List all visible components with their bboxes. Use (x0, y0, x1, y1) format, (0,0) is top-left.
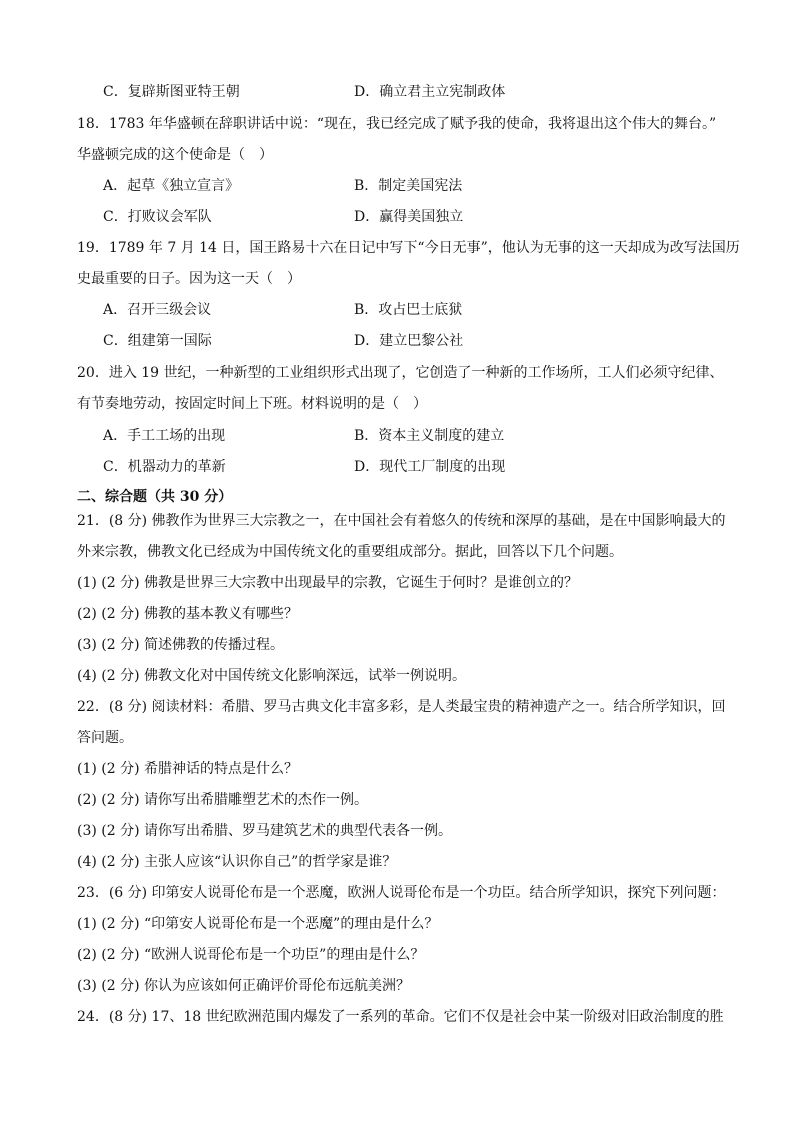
q18-option-b: B．制定美国宪法 (354, 178, 463, 194)
q17-option-c: C．复辟斯图亚特王朝 (103, 84, 240, 100)
q18-option-a: A．起草《独立宣言》 (103, 178, 240, 194)
q18-stem-line-2: 华盛顿完成的这个使命是（ ） (77, 147, 273, 163)
q18-option-d: D．赢得美国独立 (354, 209, 464, 225)
q21-subquestion-2: (2) (2 分) 佛教的基本教义有哪些？ (77, 606, 299, 622)
q19-stem-line-2: 史最重要的日子。因为这一天（ ） (77, 271, 301, 287)
section-heading: 二、综合题（共 30 分） (77, 489, 233, 505)
q21-subquestion-1: (1) (2 分) 佛教是世界三大宗教中出现最早的宗教，它诞生于何时？是谁创立的？ (77, 575, 579, 591)
q22-subquestion-2: (2) (2 分) 请你写出希腊雕塑艺术的杰作一例。 (77, 792, 369, 808)
q22-subquestion-4: (4) (2 分) 主张人应该“认识你自己”的哲学家是谁？ (77, 854, 397, 870)
q22-subquestion-3: (3) (2 分) 请你写出希腊、罗马建筑艺术的典型代表各一例。 (77, 823, 453, 839)
q21-subquestion-3: (3) (2 分) 简述佛教的传播过程。 (77, 637, 285, 653)
q23-stem-line-1: 23．(6 分) 印第安人说哥伦布是一个恶魔，欧洲人说哥伦布是一个功臣。结合所学知识，探究下列问题： (77, 885, 726, 901)
q18-stem-line-1: 18．1783 年华盛顿在辞职讲话中说：“现在，我已经完成了赋予我的使命，我将退出这个伟大的舞台。” (77, 116, 717, 132)
q24-stem-line-1: 24．(8 分) 17、18 世纪欧洲范围内爆发了一系列的革命。它们不仅是社会中某一阶级对旧政治制度的胜 (77, 1009, 724, 1025)
q20-option-b: B．资本主义制度的建立 (354, 428, 505, 444)
q19-option-b: B．攻占巴士底狱 (354, 302, 463, 318)
q20-option-d: D．现代工厂制度的出现 (354, 459, 506, 475)
q23-subquestion-2: (2) (2 分) “欧洲人说哥伦布是一个功臣”的理由是什么？ (77, 947, 425, 963)
q21-subquestion-4: (4) (2 分) 佛教文化对中国传统文化影响深远，试举一例说明。 (77, 668, 467, 684)
q22-subquestion-1: (1) (2 分) 希腊神话的特点是什么？ (77, 761, 299, 777)
q17-option-d: D．确立君主立宪制政体 (354, 84, 506, 100)
q20-option-c: C．机器动力的革新 (103, 459, 226, 475)
q21-stem-line-1: 21．(8 分) 佛教作为世界三大宗教之一，在中国社会有着悠久的传统和深厚的基础，是在中国影响最大的 (77, 513, 726, 529)
q19-option-a: A．召开三级会议 (103, 302, 212, 318)
q20-stem-line-1: 20．进入 19 世纪，一种新型的工业组织形式出现了，它创造了一种新的工作场所，工人们必须守纪律、 (77, 365, 724, 381)
q19-option-c: C．组建第一国际 (103, 333, 212, 349)
q23-subquestion-1: (1) (2 分) “印第安人说哥伦布是一个恶魔”的理由是什么？ (77, 916, 439, 932)
q22-stem-line-1: 22．(8 分) 阅读材料：希腊、罗马古典文化丰富多彩，是人类最宝贵的精神遗产之一。结合所学知识，回 (77, 699, 726, 715)
q18-option-c: C．打败议会军队 (103, 209, 212, 225)
q19-stem-line-1: 19．1789 年 7 月 14 日，国王路易十六在日记中写下“今日无事”，他认为无事的这一天却成为改写法国历 (77, 240, 740, 256)
q21-stem-line-2: 外来宗教，佛教文化已经成为中国传统文化的重要组成部分。据此，回答以下几个问题。 (77, 544, 623, 560)
q23-subquestion-3: (3) (2 分) 你认为应该如何正确评价哥伦布远航美洲？ (77, 978, 411, 994)
q20-option-a: A．手工工场的出现 (103, 428, 226, 444)
q19-option-d: D．建立巴黎公社 (354, 333, 464, 349)
q20-stem-line-2: 有节奏地劳动，按固定时间上下班。材料说明的是（ ） (77, 396, 427, 412)
q22-stem-line-2: 答问题。 (77, 730, 133, 746)
